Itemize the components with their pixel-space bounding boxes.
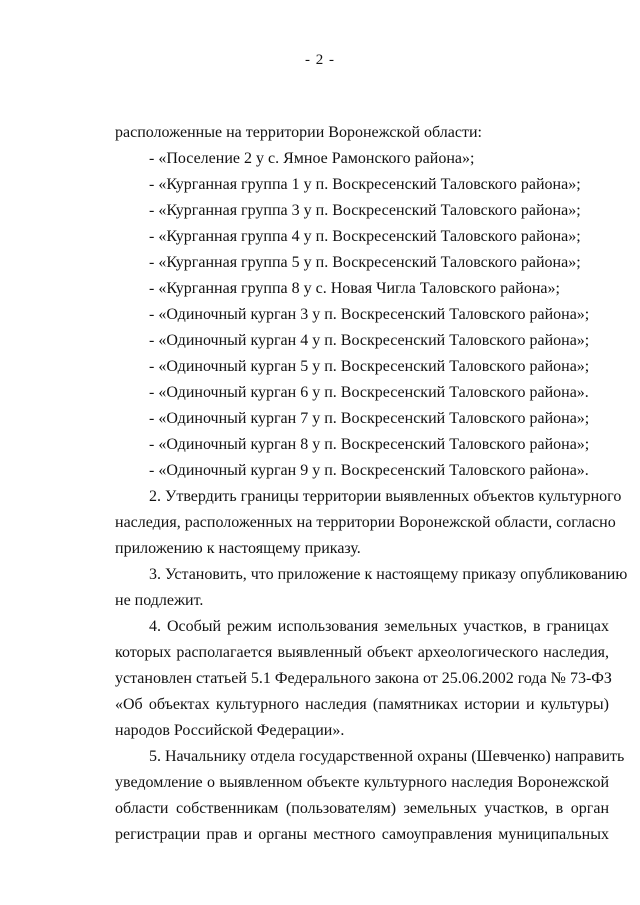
page-number: - 2 -: [305, 52, 335, 68]
paragraph-line: установлен статьей 5.1 Федерального закона от 25.06.2002 года № 73-ФЗ: [115, 670, 612, 687]
paragraph-line: приложению к настоящему приказу.: [115, 540, 361, 557]
list-item: - «Поселение 2 у с. Ямное Рамонского района»;: [149, 150, 475, 167]
list-item: - «Курганная группа 4 у п. Воскресенский Таловского района»;: [149, 228, 581, 245]
list-item: - «Курганная группа 1 у п. Воскресенский Таловского района»;: [149, 176, 581, 193]
list-item: - «Курганная группа 3 у п. Воскресенский Таловского района»;: [149, 202, 581, 219]
paragraph-line: области собственникам (пользователям) земельных участков, в орган: [115, 800, 609, 817]
list-item: - «Одиночный курган 8 у п. Воскресенский Таловского района»;: [149, 436, 590, 453]
paragraph-line: 5. Начальнику отдела государственной охраны (Шевченко) направить: [149, 748, 625, 765]
paragraph-line: наследия, расположенных на территории Воронежской области, согласно: [115, 514, 616, 531]
paragraph-line: которых располагается выявленный объект археологического наследия,: [115, 644, 609, 661]
paragraph-line: уведомление о выявленном объекте культурного наследия Воронежской: [115, 774, 609, 791]
paragraph-line: «Об объектах культурного наследия (памятниках истории и культуры): [115, 696, 609, 713]
list-item: - «Курганная группа 5 у п. Воскресенский Таловского района»;: [149, 254, 581, 271]
list-item: - «Одиночный курган 3 у п. Воскресенский Таловского района»;: [149, 306, 590, 323]
list-item: - «Одиночный курган 6 у п. Воскресенский Таловского района».: [149, 384, 589, 401]
list-item: - «Одиночный курган 5 у п. Воскресенский Таловского района»;: [149, 358, 590, 375]
paragraph-5: [115, 744, 625, 848]
paragraph-2: [115, 484, 622, 562]
list-item: - «Одиночный курган 9 у п. Воскресенский Таловского района».: [149, 462, 589, 479]
paragraph-line: 4. Особый режим использования земельных участков, в границах: [149, 618, 609, 635]
paragraph-line: 2. Утвердить границы территории выявленных объектов культурного: [149, 488, 622, 505]
paragraph-line: регистрации прав и органы местного самоуправления муниципальных: [115, 826, 609, 843]
intro-line: расположенные на территории Воронежской области:: [115, 124, 482, 141]
paragraph-4: [115, 614, 612, 744]
list-item: - «Курганная группа 8 у с. Новая Чигла Таловского района»;: [149, 280, 560, 297]
list-item: - «Одиночный курган 7 у п. Воскресенский Таловского района»;: [149, 410, 590, 427]
heritage-object-list: [115, 146, 609, 484]
paragraph-3: [115, 562, 628, 614]
paragraph-line: 3. Установить, что приложение к настоящему приказу опубликованию: [149, 566, 628, 583]
document-body: [115, 120, 628, 848]
list-item: - «Одиночный курган 4 у п. Воскресенский Таловского района»;: [149, 332, 590, 349]
paragraph-line: не подлежит.: [115, 592, 204, 609]
paragraph-line: народов Российской Федерации».: [115, 722, 345, 739]
